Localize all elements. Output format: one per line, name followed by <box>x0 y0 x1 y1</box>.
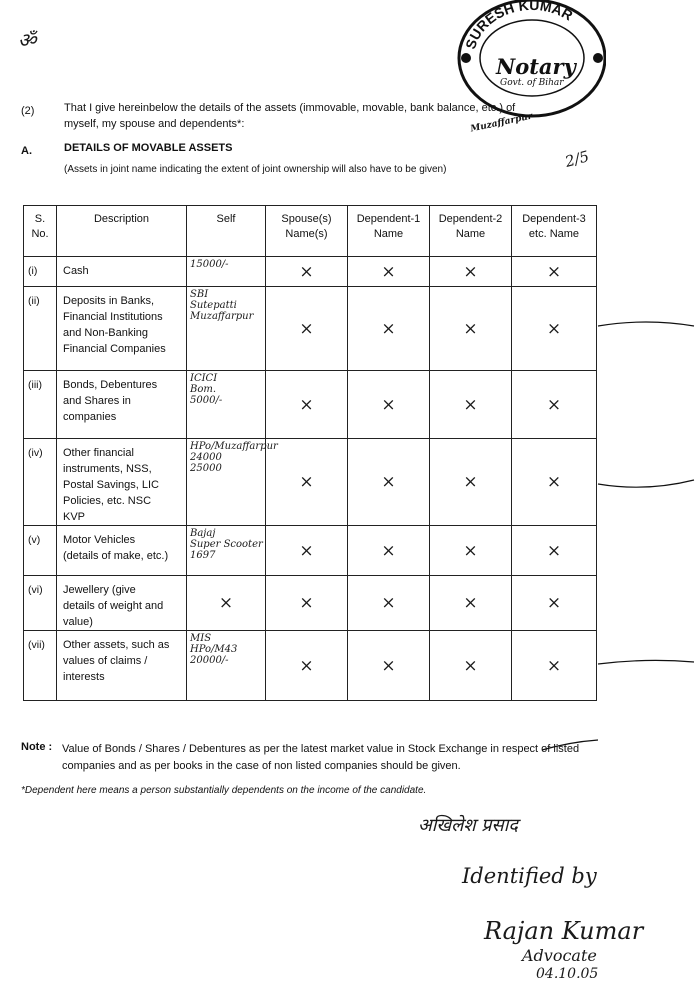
cross-mark-dependent-1: × <box>348 439 430 526</box>
margin-mark-1 <box>596 318 696 332</box>
description-line: Other assets, such as <box>63 639 170 651</box>
row-sno: (vi) <box>24 576 57 631</box>
self-entry: HPo/M43 <box>190 644 238 655</box>
row-self <box>187 257 266 287</box>
description-line: companies <box>63 411 117 423</box>
row-self: × <box>187 576 266 631</box>
note-label: Note : <box>21 741 53 753</box>
row-self <box>187 631 266 701</box>
stamp-name-arc: SURESH KUMAR <box>462 0 576 51</box>
description-line: Deposits in Banks, <box>63 295 155 307</box>
description-line: Jewellery (give <box>63 584 136 596</box>
table-row <box>24 287 597 371</box>
table-row <box>24 257 597 287</box>
description-line: instruments, NSS, <box>63 463 152 475</box>
table-row <box>24 526 597 576</box>
description-line: Cash <box>63 265 89 277</box>
cross-mark-dependent-3: × <box>512 371 597 439</box>
cross-mark-dependent-3: × <box>512 257 597 287</box>
section-title: DETAILS OF MOVABLE ASSETS <box>64 142 233 154</box>
self-entry: ICICI <box>190 373 218 384</box>
self-entry: 24000 <box>190 452 222 463</box>
cross-mark-spouse: × <box>266 371 348 439</box>
self-entry: SBI <box>190 289 209 300</box>
row-sno: (v) <box>24 526 57 576</box>
row-sno: (vii) <box>24 631 57 701</box>
header-description: Description <box>57 206 187 257</box>
table-header-row <box>24 206 597 257</box>
stamp-place: Muzaffarpur <box>469 111 534 135</box>
header-dependent-1: Dependent-1 Name <box>348 206 430 257</box>
cross-mark-dependent-3: × <box>512 287 597 371</box>
signature-advocate: Rajan Kumar <box>484 917 644 945</box>
cross-mark-dependent-3: × <box>512 631 597 701</box>
self-entry: Super Scooter <box>190 539 263 550</box>
cross-mark-dependent-3: × <box>512 576 597 631</box>
cross-mark-spouse: × <box>266 287 348 371</box>
self-entry: Muzaffarpur <box>190 311 254 322</box>
cross-mark-dependent-1: × <box>348 371 430 439</box>
self-entry: 5000/- <box>190 395 223 406</box>
stamp-title: Notary <box>496 54 576 79</box>
self-entry: Bajaj <box>190 528 216 539</box>
section-letter: A. <box>21 145 32 157</box>
description-line: Postal Savings, LIC <box>63 479 159 491</box>
stamp-govt: Govt. of Bihar <box>500 78 564 88</box>
header-sno: S. No. <box>24 206 57 257</box>
description-line: KVP <box>63 511 86 523</box>
header-dependent-3: Dependent-3 etc. Name <box>512 206 597 257</box>
cross-mark-spouse: × <box>266 257 348 287</box>
margin-mark-2 <box>596 478 696 492</box>
description-line: (details of make, etc.) <box>63 550 169 562</box>
table-row <box>24 371 597 439</box>
row-description <box>57 439 187 526</box>
description-line: interests <box>63 671 105 683</box>
self-entry: Bom. <box>190 384 217 395</box>
table-row <box>24 576 597 631</box>
row-description <box>57 576 187 631</box>
description-line: Financial Companies <box>63 343 166 355</box>
cross-mark-dependent-1: × <box>348 576 430 631</box>
row-description <box>57 631 187 701</box>
self-entry: 20000/- <box>190 655 229 666</box>
intro-line-2: myself, my spouse and dependents*: <box>64 118 245 130</box>
row-description <box>57 371 187 439</box>
self-entry: 25000 <box>190 463 222 474</box>
header-spouse: Spouse(s) Name(s) <box>266 206 348 257</box>
description-line: Other financial <box>63 447 134 459</box>
row-sno: (iv) <box>24 439 57 526</box>
footnote: *Dependent here means a person substantially dependents on the income of the candidate. <box>21 785 427 796</box>
row-self <box>187 287 266 371</box>
cross-mark-dependent-1: × <box>348 287 430 371</box>
cross-mark-dependent-1: × <box>348 631 430 701</box>
row-sno: (iii) <box>24 371 57 439</box>
cross-mark-dependent-1: × <box>348 257 430 287</box>
cross-mark-dependent-2: × <box>430 526 512 576</box>
table-row <box>24 439 597 526</box>
self-entry: Sutepatti <box>190 300 237 311</box>
corner-scribble: ॐ <box>18 28 37 52</box>
description-line: Financial Institutions <box>63 311 163 323</box>
description-line: Motor Vehicles <box>63 534 136 546</box>
row-description <box>57 257 187 287</box>
description-line: Policies, etc. NSC <box>63 495 152 507</box>
table-row <box>24 631 597 701</box>
cross-mark-dependent-3: × <box>512 439 597 526</box>
cross-mark-dependent-2: × <box>430 371 512 439</box>
description-line: details of weight and <box>63 600 164 612</box>
page-mark: 2/5 <box>563 147 592 171</box>
intro-line-1: That I give hereinbelow the details of the assets (immovable, movable, bank balance, etc.) of <box>64 102 516 114</box>
description-line: values of claims / <box>63 655 148 667</box>
cross-mark-dependent-2: × <box>430 439 512 526</box>
margin-mark-3 <box>596 656 696 670</box>
signature-role: Advocate <box>522 946 597 965</box>
cross-mark-spouse: × <box>266 439 348 526</box>
signature-hindi: अखिलेश प्रसाद <box>418 815 518 836</box>
row-self <box>187 526 266 576</box>
note-text: Value of Bonds / Shares / Debentures as per the latest market value in Stock Exchange in respect of listed companies and as per books in the case of non listed companies should be given. <box>62 743 580 772</box>
row-self <box>187 439 278 526</box>
cross-mark-dependent-2: × <box>430 576 512 631</box>
cross-mark-dependent-2: × <box>430 631 512 701</box>
section-subtitle: (Assets in joint name indicating the extent of joint ownership will also have to be given) <box>64 164 447 175</box>
header-dependent-2: Dependent-2 Name <box>430 206 512 257</box>
signature-identified: Identified by <box>462 864 597 888</box>
cross-mark-dependent-2: × <box>430 287 512 371</box>
row-sno: (i) <box>24 257 57 287</box>
description-line: value) <box>63 616 93 628</box>
row-sno: (ii) <box>24 287 57 371</box>
signature-date: 04.10.05 <box>536 966 599 982</box>
cross-mark-dependent-3: × <box>512 526 597 576</box>
self-entry: 15000/- <box>190 259 229 270</box>
cross-mark-dependent-2: × <box>430 257 512 287</box>
cross-mark-spouse: × <box>266 576 348 631</box>
row-description <box>57 526 187 576</box>
description-line: and Shares in <box>63 395 131 407</box>
description-line: and Non-Banking <box>63 327 149 339</box>
row-description <box>57 287 187 371</box>
intro-number: (2) <box>21 105 35 117</box>
header-self: Self <box>187 206 266 257</box>
description-line: Bonds, Debentures <box>63 379 158 391</box>
row-self <box>187 371 266 439</box>
self-entry: HPo/Muzaffarpur <box>190 441 278 452</box>
cross-mark-spouse: × <box>266 631 348 701</box>
movable-assets-table <box>23 205 597 701</box>
self-entry: 1697 <box>190 550 216 561</box>
self-entry: MIS <box>190 633 212 644</box>
cross-mark-dependent-1: × <box>348 526 430 576</box>
cross-mark-spouse: × <box>266 526 348 576</box>
